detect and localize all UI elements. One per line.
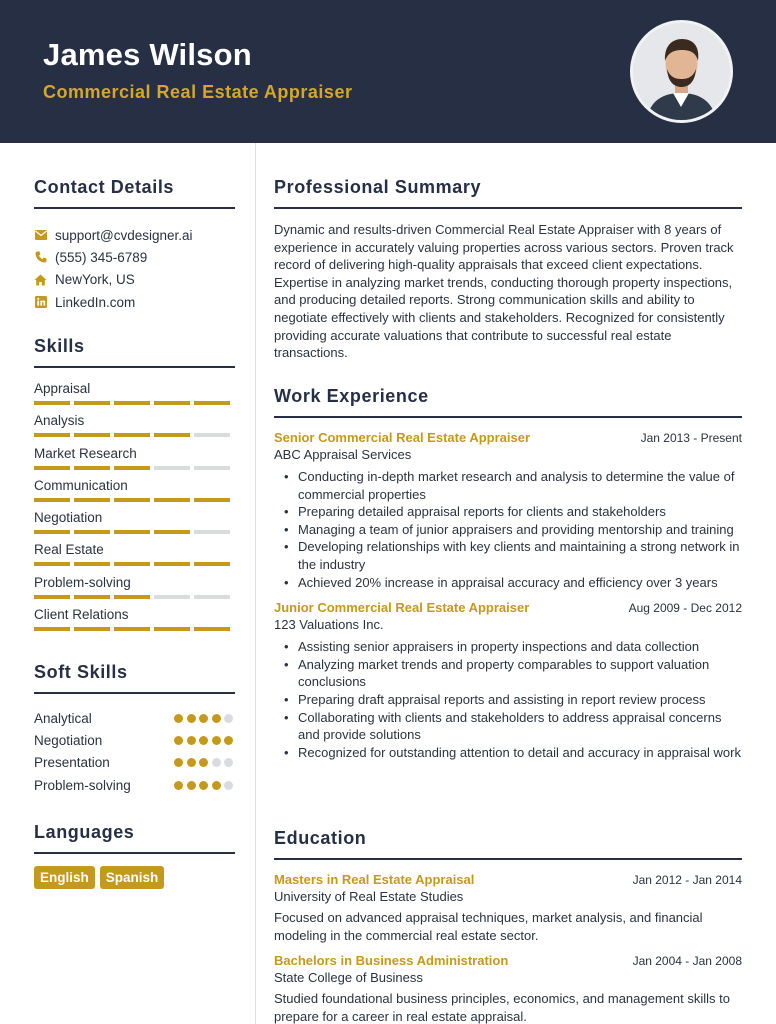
summary-text: Dynamic and results-driven Commercial Real Estate Appraiser with 8 years of experience in accurately valuing properties across various sectors. Proven track record of delivering high-quality appraisals that exceed client expectations. Expertise in analyzing market trends, conducting thorough property inspections, and producing detailed reports. Strong communication skills and ability to negotiate effectively with clients and stakeholders. Recognized for consistently providing accurate valuations that contribute to successful real estate transactions. <box>274 222 734 361</box>
contact-title: Contact Details <box>34 177 175 197</box>
job-entry <box>274 600 742 761</box>
language-badge: English <box>34 866 95 889</box>
section-rule <box>274 416 742 418</box>
soft-skill-name: Presentation <box>34 755 110 771</box>
job-dates: Jan 2013 - Present <box>640 431 742 445</box>
job-title: Senior Commercial Real Estate Appraiser <box>274 430 531 445</box>
degree-title: Masters in Real Estate Appraisal <box>274 872 475 887</box>
skill-item <box>34 446 235 478</box>
contact-section <box>34 177 235 313</box>
education-section <box>274 828 742 1024</box>
skill-name: Market Research <box>34 445 137 461</box>
languages-section <box>34 822 235 889</box>
skill-level-segment <box>154 498 190 502</box>
rating-dot <box>224 714 233 723</box>
header-banner <box>0 0 776 143</box>
section-rule <box>274 858 742 860</box>
skill-level-segment <box>34 433 70 437</box>
contact-linkedin[interactable] <box>34 291 235 313</box>
skill-level-segment <box>154 401 190 405</box>
job-company: 123 Valuations Inc. <box>274 617 384 633</box>
experience-section <box>274 386 742 761</box>
skill-name: Negotiation <box>34 510 103 526</box>
skill-name: Client Relations <box>34 607 129 623</box>
skills-list <box>34 381 235 639</box>
skills-title: Skills <box>34 336 85 356</box>
skill-item <box>34 413 235 445</box>
skill-level-segment <box>194 466 230 470</box>
degree-title: Bachelors in Business Administration <box>274 953 509 969</box>
contact-phone[interactable] <box>34 246 235 268</box>
job-company: ABC Appraisal Services <box>274 447 412 462</box>
rating-dot <box>224 736 233 745</box>
skill-level-segment <box>194 433 230 437</box>
soft-skills-title: Soft Skills <box>34 662 128 682</box>
skill-level-meter <box>34 466 230 470</box>
skill-level-segment <box>114 466 150 470</box>
job-bullet: • Preparing detailed appraisal reports for clients and stakeholders <box>284 503 742 521</box>
skill-item <box>34 478 235 510</box>
contact-location-text: NewYork, US <box>55 272 135 288</box>
education-dates: Jan 2004 - Jan 2008 <box>632 954 742 969</box>
job-bullet: • Achieved 20% increase in appraisal accuracy and efficiency over 3 years <box>284 574 742 592</box>
section-rule <box>34 207 235 209</box>
skill-level-segment <box>154 595 190 599</box>
skill-name: Appraisal <box>34 381 91 396</box>
skill-level-meter <box>34 433 230 437</box>
rating-dot <box>174 736 183 745</box>
education-description: Focused on advanced appraisal techniques, market analysis, and financial modeling in the commercial real estate sector. <box>274 910 703 943</box>
soft-skill-name: Analytical <box>34 710 92 726</box>
section-rule <box>34 692 235 694</box>
soft-skill-rating <box>174 781 233 790</box>
skills-section <box>34 336 235 639</box>
rating-dot <box>212 781 221 790</box>
skill-level-meter <box>34 498 230 502</box>
skill-level-meter <box>34 562 230 566</box>
skill-level-segment <box>114 498 150 502</box>
home-icon <box>34 273 47 286</box>
experience-title: Work Experience <box>274 386 429 406</box>
skill-level-segment <box>194 530 230 534</box>
job-bullet: • Assisting senior appraisers in property inspections and data collection <box>284 638 742 656</box>
skill-level-segment <box>194 498 230 502</box>
soft-skill-item <box>34 729 235 751</box>
person-portrait-icon <box>633 23 730 120</box>
rating-dot <box>212 736 221 745</box>
rating-dot <box>199 736 208 745</box>
job-bullet: • Analyzing market trends and property comparables to support valuation conclusions <box>284 656 742 691</box>
contact-linkedin-text: LinkedIn.com <box>55 294 136 310</box>
education-title: Education <box>274 828 367 848</box>
contact-email[interactable] <box>34 224 235 246</box>
skill-level-segment <box>114 433 150 437</box>
skill-level-segment <box>34 401 70 405</box>
contact-location <box>34 269 235 291</box>
job-bullet: • Developing relationships with key clients and maintaining a strong network in the industry <box>284 538 742 573</box>
rating-dot <box>212 714 221 723</box>
profile-photo <box>630 20 733 123</box>
skill-level-segment <box>34 498 70 502</box>
rating-dot <box>187 714 196 723</box>
skill-level-segment <box>74 627 110 631</box>
skill-name: Analysis <box>34 413 85 429</box>
soft-skill-item <box>34 752 235 774</box>
soft-skills-section <box>34 662 235 796</box>
skill-level-segment <box>194 562 230 566</box>
skill-level-segment <box>114 595 150 599</box>
skill-level-segment <box>74 595 110 599</box>
skill-level-segment <box>74 466 110 470</box>
summary-section <box>274 177 742 362</box>
skill-item <box>34 381 235 413</box>
section-rule <box>34 852 235 854</box>
rating-dot <box>199 758 208 767</box>
skill-level-segment <box>34 562 70 566</box>
soft-skill-rating <box>174 714 233 723</box>
skill-name: Real Estate <box>34 542 104 558</box>
education-entry <box>274 953 742 1024</box>
rating-dot <box>224 781 233 790</box>
skill-level-segment <box>74 401 110 405</box>
contact-email-text: support@cvdesigner.ai <box>55 227 193 243</box>
education-entry <box>274 872 742 944</box>
soft-skill-name: Negotiation <box>34 732 103 748</box>
linkedin-icon <box>34 296 47 309</box>
job-bullet: • Preparing draft appraisal reports and assisting in report review process <box>284 691 742 709</box>
skill-level-segment <box>34 595 70 599</box>
rating-dot <box>174 758 183 767</box>
job-bullet: • Recognized for outstanding attention to detail and accuracy in appraisal work <box>284 744 742 762</box>
job-title: Junior Commercial Real Estate Appraiser <box>274 600 530 616</box>
summary-title: Professional Summary <box>274 177 482 197</box>
rating-dot <box>199 714 208 723</box>
job-bullet: • Collaborating with clients and stakeholders to address appraisal concerns and provide solutions <box>284 709 742 744</box>
school-name: State College of Business <box>274 970 423 986</box>
skill-level-meter <box>34 595 230 599</box>
rating-dot <box>212 758 221 767</box>
rating-dot <box>224 758 233 767</box>
skill-level-segment <box>194 401 230 405</box>
job-bullet: • Conducting in-depth market research and analysis to determine the value of commercial properties <box>284 468 742 503</box>
skill-level-segment <box>154 433 190 437</box>
rating-dot <box>174 781 183 790</box>
education-description: Studied foundational business principles, economics, and management skills to prepare for a career in real estate appraisal. <box>274 991 730 1024</box>
skill-level-segment <box>74 530 110 534</box>
column-divider <box>255 143 256 1024</box>
skill-level-segment <box>194 595 230 599</box>
skill-level-segment <box>154 530 190 534</box>
skill-level-segment <box>74 498 110 502</box>
skill-level-segment <box>74 562 110 566</box>
skill-level-meter <box>34 627 230 631</box>
soft-skills-list <box>34 707 235 796</box>
soft-skill-rating <box>174 758 233 767</box>
soft-skill-item <box>34 774 235 796</box>
education-dates: Jan 2012 - Jan 2014 <box>632 873 742 887</box>
candidate-role: Commercial Real Estate Appraiser <box>43 82 353 102</box>
skill-level-segment <box>34 466 70 470</box>
soft-skill-item <box>34 707 235 729</box>
envelope-icon <box>34 229 47 242</box>
skill-level-segment <box>154 466 190 470</box>
skill-name: Communication <box>34 477 128 493</box>
section-rule <box>34 366 235 368</box>
skill-level-segment <box>194 627 230 631</box>
skill-level-segment <box>154 562 190 566</box>
skill-level-meter <box>34 530 230 534</box>
rating-dot <box>174 714 183 723</box>
skill-level-segment <box>114 562 150 566</box>
skill-level-segment <box>34 530 70 534</box>
candidate-name: James Wilson <box>43 37 252 72</box>
school-name: University of Real Estate Studies <box>274 889 464 904</box>
skill-level-segment <box>154 627 190 631</box>
skill-item <box>34 542 235 574</box>
skill-name: Problem-solving <box>34 574 131 590</box>
job-dates: Aug 2009 - Dec 2012 <box>628 601 742 616</box>
languages-title: Languages <box>34 822 135 842</box>
soft-skill-name: Problem-solving <box>34 777 131 793</box>
language-badge: Spanish <box>100 866 165 889</box>
soft-skill-rating <box>174 736 233 745</box>
skill-item <box>34 607 235 639</box>
skill-level-segment <box>74 433 110 437</box>
contact-phone-text: (555) 345-6789 <box>55 249 148 265</box>
skill-level-segment <box>34 627 70 631</box>
rating-dot <box>187 758 196 767</box>
skill-item <box>34 510 235 542</box>
skill-level-segment <box>114 530 150 534</box>
section-rule <box>274 207 742 209</box>
rating-dot <box>187 736 196 745</box>
job-entry <box>274 430 742 591</box>
skill-level-meter <box>34 401 230 405</box>
rating-dot <box>199 781 208 790</box>
phone-icon <box>34 251 47 264</box>
rating-dot <box>187 781 196 790</box>
skill-level-segment <box>114 401 150 405</box>
job-bullet: • Managing a team of junior appraisers and providing mentorship and training <box>284 521 742 539</box>
skill-item <box>34 575 235 607</box>
skill-level-segment <box>114 627 150 631</box>
